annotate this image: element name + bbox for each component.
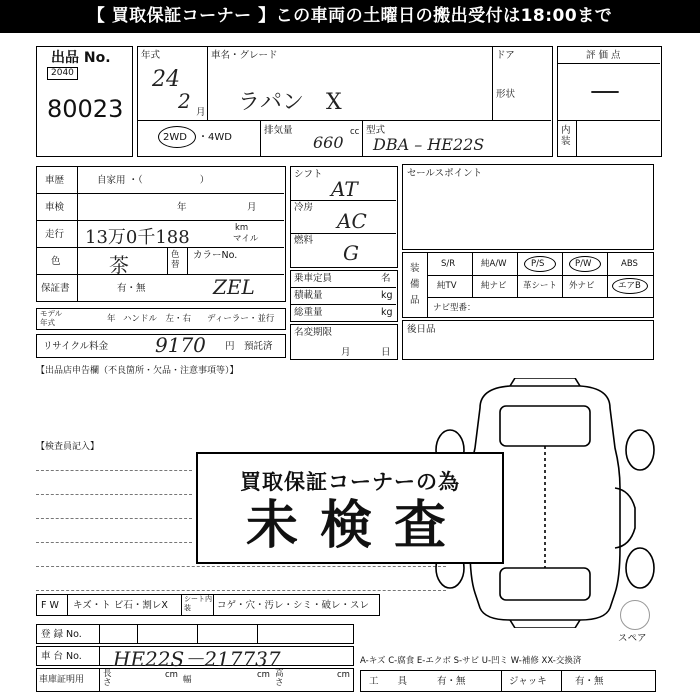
width-unit: cm (257, 670, 270, 680)
model-label: 型式 (366, 125, 386, 136)
mile-unit: マイル (233, 234, 259, 244)
chassis-value: HE22S－217737 (113, 647, 281, 671)
month-value: 2 (178, 89, 191, 113)
tools-row (360, 670, 656, 692)
color-label: 色 (51, 256, 61, 267)
seat-items: コゲ・穴・汚レ・シミ・破レ・スレ (217, 600, 370, 611)
grade-box (557, 46, 662, 157)
name-label: 車名・グレード (211, 50, 278, 61)
gross-label: 総重量 (294, 307, 323, 318)
recycle-label: リサイクル料金 (43, 341, 109, 352)
uninspected-stamp (196, 452, 504, 564)
seat-label: シート内装 (184, 595, 212, 612)
navi-model-label: ナビ型番： (433, 303, 476, 313)
equip-ext-navi: 外ナビ (569, 281, 595, 291)
aftermarket-box (402, 320, 654, 360)
year-label: 年式 (141, 50, 161, 61)
model-label-2: 年式 (40, 318, 55, 327)
capacity-box (290, 270, 398, 322)
ac-label: 冷房 (294, 202, 314, 213)
lot-number: 80023 (47, 95, 124, 123)
fw-items: キズ・ト ビ石・割レX (73, 600, 168, 611)
history-box (36, 166, 286, 302)
certificate-label: 車庫証明用 (39, 675, 85, 685)
km-unit: km (235, 223, 249, 233)
shift-label: シフト (294, 169, 323, 180)
color-change-label: 色替 (171, 250, 180, 270)
damage-legend: A-キズ C-腐食 E-エクボ S-サビ U-凹ミ W-補修 XX-交換済 (360, 656, 582, 666)
equip-sr: S/R (441, 259, 456, 269)
load-unit: kg (381, 290, 393, 301)
equip-airbag: エアB (618, 281, 641, 291)
height-label: 高さ (275, 669, 284, 688)
recycle-value: 9170 (155, 333, 206, 357)
capacity-unit: 名 (381, 273, 391, 284)
interior-label: 内装 (561, 125, 571, 147)
shift-value: AT (331, 177, 358, 201)
ac-value: AC (337, 209, 367, 233)
chassis-label: 車 台 No. (41, 651, 82, 662)
model-handle: ハンドル 左・右 (123, 314, 192, 324)
stamp-main: 未検査 (245, 495, 468, 556)
equip-ps: P/S (531, 259, 545, 269)
spare-label: スペア (618, 633, 647, 644)
declaration-label: 【出品店申告欄（不良箇所・欠品・注意事項等）】 (36, 366, 239, 376)
history-value: 自家用 ・（ ） (97, 175, 210, 186)
shape-label: 形状 (496, 89, 516, 100)
equip-tv: 純TV (437, 281, 457, 291)
length-unit: cm (165, 670, 178, 680)
name-change-month: 月 (341, 347, 351, 358)
equip-pw: P/W (575, 259, 592, 269)
lot-label: 出品 No. (51, 50, 111, 66)
name-change-box (290, 324, 398, 360)
sales-point-box (402, 164, 654, 250)
lot-number-box (36, 46, 133, 157)
load-label: 積載量 (294, 290, 323, 301)
model-value: DBA – HE22S (373, 135, 485, 154)
drive-4wd: ・4WD (198, 132, 232, 143)
vehicle-header-box (137, 46, 553, 157)
name-change-day: 日 (381, 347, 391, 358)
name-change-label: 名変期限 (294, 327, 333, 338)
door-label: ドア (496, 50, 515, 61)
color-value: 茶 (109, 253, 129, 277)
certificate-row (36, 668, 354, 692)
lot-sub: 2040 (47, 67, 78, 80)
jack-label: ジャッキ (509, 676, 547, 687)
equip-navi: 純ナビ (481, 281, 507, 291)
jack-value: 有・無 (575, 676, 604, 687)
chassis-row (36, 646, 354, 671)
shaken-month: 月 (247, 202, 257, 213)
fw-row (36, 594, 380, 616)
equip-leather: 革シート (523, 281, 558, 291)
shift-box (290, 166, 398, 268)
stamp-title: 買取保証コーナーの為 (240, 470, 460, 494)
shaken-year: 年 (177, 202, 187, 213)
warranty-label: 保証書 (41, 283, 70, 294)
equip-alloy: 純A/W (481, 259, 507, 269)
color-no-label: カラーNo. (193, 250, 238, 261)
fw-label: F W (41, 600, 59, 611)
fuel-value: G (343, 241, 359, 265)
model-dealer: ディーラー・並行 (207, 314, 275, 324)
grade-value: — (590, 73, 620, 108)
registration-label: 登 録 No. (41, 629, 82, 640)
month-unit: 月 (196, 107, 206, 118)
name-value: ラパン X (238, 90, 342, 115)
sales-point-label: セールスポイント (407, 168, 483, 179)
mileage-value: 13万0千188 (85, 227, 190, 248)
drive-2wd: 2WD (163, 132, 187, 143)
mileage-label: 走行 (45, 229, 65, 240)
displacement-label: 排気量 (264, 125, 293, 136)
inspector-label: 【検査員記入】 (36, 442, 100, 452)
tools-label: 工 具 (369, 676, 408, 687)
grade-label: 評 価 点 (586, 50, 621, 61)
displacement-value: 660 (313, 133, 344, 152)
warranty-value: 有・無 (117, 283, 146, 294)
model-year: 年 (107, 314, 116, 324)
registration-row (36, 624, 354, 644)
gross-unit: kg (381, 307, 393, 318)
recycle-row (36, 334, 286, 358)
displacement-unit: cc (350, 127, 360, 137)
height-unit: cm (337, 670, 350, 680)
spare-tire-icon (620, 600, 650, 630)
header-banner: 【 買取保証コーナー 】この車両の土曜日の搬出受付は18:00まで (0, 0, 700, 33)
equipment-box (402, 252, 654, 318)
recycle-unit: 円 預託済 (225, 341, 273, 352)
year-value: 24 (152, 67, 180, 92)
length-label: 長さ (103, 669, 112, 688)
equip-abs: ABS (621, 259, 638, 269)
aftermarket-label: 後日品 (407, 324, 436, 335)
model-year-row (36, 308, 286, 330)
model-label-1: モデル (40, 309, 63, 318)
tools-value: 有・無 (437, 676, 466, 687)
equipment-label: 装備品 (410, 263, 420, 306)
shaken-label: 車検 (45, 202, 65, 213)
capacity-label: 乗車定員 (294, 273, 333, 284)
fuel-label: 燃料 (294, 235, 314, 246)
color-no-value: ZEL (213, 275, 255, 299)
width-label: 幅 (183, 675, 192, 685)
history-label: 車歴 (45, 175, 65, 186)
